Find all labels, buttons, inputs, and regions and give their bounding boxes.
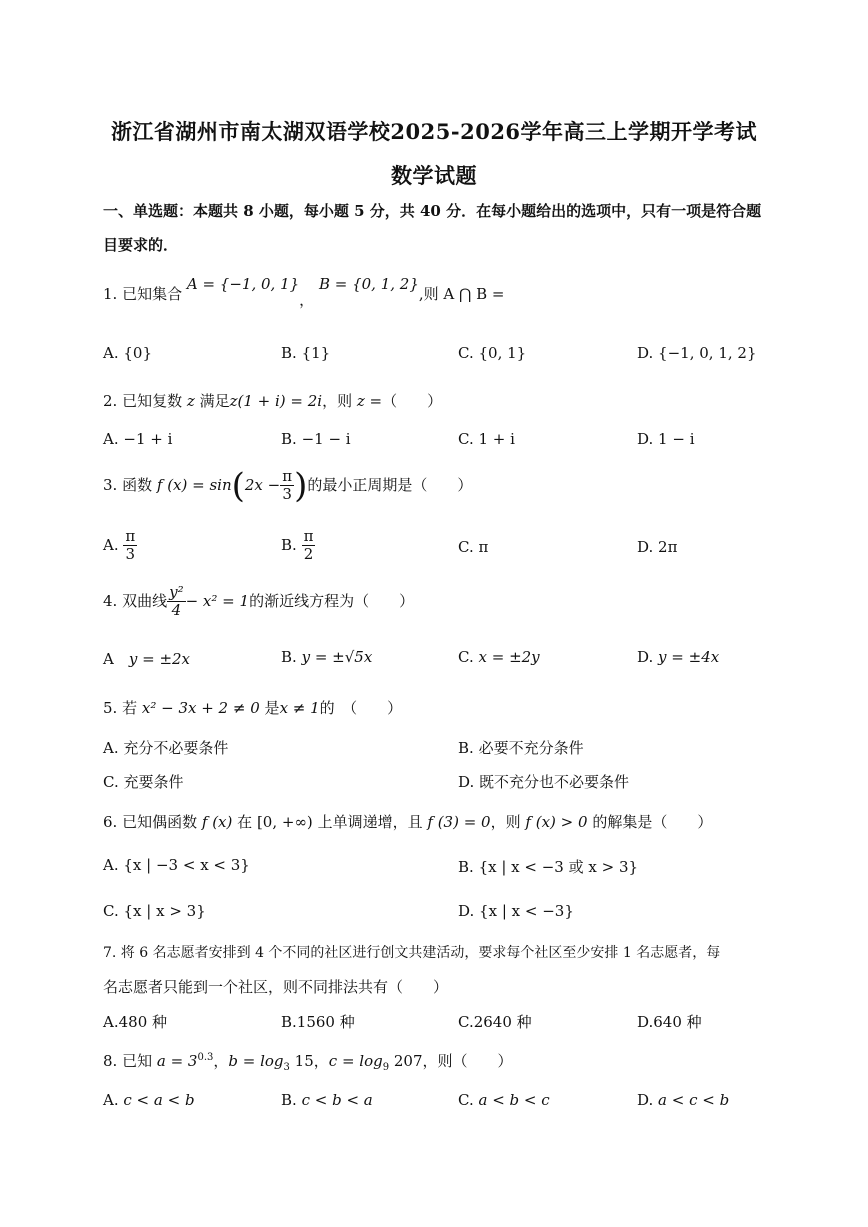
- question-4: 4. 双曲线 $\frac{\text{y²}}{4}$ − x² = 1的渐近线方程为（ ）: [103, 583, 415, 620]
- q3-option-b: B. $\frac{\pi}{2}$: [281, 527, 314, 564]
- q5-option-d: D. 既不充分也不必要条件: [458, 773, 630, 791]
- q1-option-a: A. {0}: [103, 344, 153, 362]
- q5-option-c: C. 充要条件: [103, 773, 184, 791]
- q6-option-c: C. {x | x > 3}: [103, 902, 206, 920]
- q7-option-c: C.2640 种: [458, 1013, 532, 1031]
- q4-option-a: A y = ±2x: [103, 650, 191, 668]
- q7-option-a: A.480 种: [103, 1013, 168, 1031]
- q2-option-a: A. −1 + i: [103, 430, 173, 448]
- q4-fraction: $\frac{\text{y²}}{4}$: [169, 583, 184, 620]
- q3-option-c: C. π: [458, 538, 489, 556]
- question-2: 2. 已知复数 z 满足z(1 + i) = 2i，则 z =（ ）: [103, 392, 443, 410]
- q3-fraction: $\frac{\pi}{3}$: [282, 467, 293, 504]
- q5-option-b: B. 必要不充分条件: [458, 739, 584, 757]
- q8-option-a: A. c < a < b: [103, 1091, 195, 1109]
- q2-option-d: D. 1 − i: [637, 430, 695, 448]
- q4-option-d: D. y = ±4x: [637, 648, 720, 666]
- q1-option-c: C. {0, 1}: [458, 344, 527, 362]
- q2-option-b: B. −1 − i: [281, 430, 351, 448]
- q7-option-d: D.640 种: [637, 1013, 702, 1031]
- q6-option-b: B. {x | x < −3 或 x > 3}: [458, 858, 639, 876]
- question-7-line-2: 名志愿者只能到一个社区，则不同排法共有（ ）: [103, 978, 449, 996]
- exam-subtitle: 数学试题: [391, 163, 477, 188]
- question-5: 5. 若 x² − 3x + 2 ≠ 0 是x ≠ 1的 （ ）: [103, 699, 403, 717]
- q8-option-b: B. c < b < a: [281, 1091, 373, 1109]
- q8-option-d: D. a < c < b: [637, 1091, 730, 1109]
- q7-option-b: B.1560 种: [281, 1013, 355, 1031]
- exam-title: 浙江省湖州市南太湖双语学校2025-2026学年高三上学期开学考试: [110, 119, 758, 144]
- question-8: 8. 已知 $a = 3^{0.3}$，$b = \log_3 15$，$c = \log_9 207$，则（ ）: [103, 1052, 513, 1073]
- q1-option-b: B. {1}: [281, 344, 331, 362]
- q3-option-a: A. $\frac{\pi}{3}$: [103, 527, 136, 564]
- section-heading: 一、单选题：本题共 8 小题，每小题 5 分，共 40 分．在每小题给出的选项中，只有一项是符合题目要求的．: [103, 202, 762, 254]
- q4-option-c: C. x = ±2y: [458, 648, 540, 666]
- q8-option-c: C. a < b < c: [458, 1091, 550, 1109]
- question-3: 3. 函数 f (x) = sin(2x − $\frac{\pi}{3}$ )的最小正周期是（ ）: [103, 465, 473, 506]
- q1-option-d: D. {−1, 0, 1, 2}: [637, 344, 757, 362]
- question-1: 1. 已知集合 A = {−1, 0, 1}， B = {0, 1, 2},则 A ⋂ B =: [103, 275, 505, 309]
- q2-option-c: C. 1 + i: [458, 430, 515, 448]
- q6-option-d: D. {x | x < −3}: [458, 902, 574, 920]
- q4-option-b: B. y = ±√5x: [281, 648, 373, 666]
- q3-option-d: D. 2π: [637, 538, 678, 556]
- question-7-line-1: 7. 将 6 名志愿者安排到 4 个不同的社区进行创文共建活动，要求每个社区至少安排 1 名志愿者，每: [103, 945, 721, 961]
- question-6: 6. 已知偶函数 f (x) 在 [0, +∞) 上单调递增，且 f (3) = 0，则 f (x) > 0 的解集是（ ）: [103, 813, 713, 831]
- q5-option-a: A. 充分不必要条件: [103, 739, 229, 757]
- q6-option-a: A. {x | −3 < x < 3}: [103, 856, 250, 874]
